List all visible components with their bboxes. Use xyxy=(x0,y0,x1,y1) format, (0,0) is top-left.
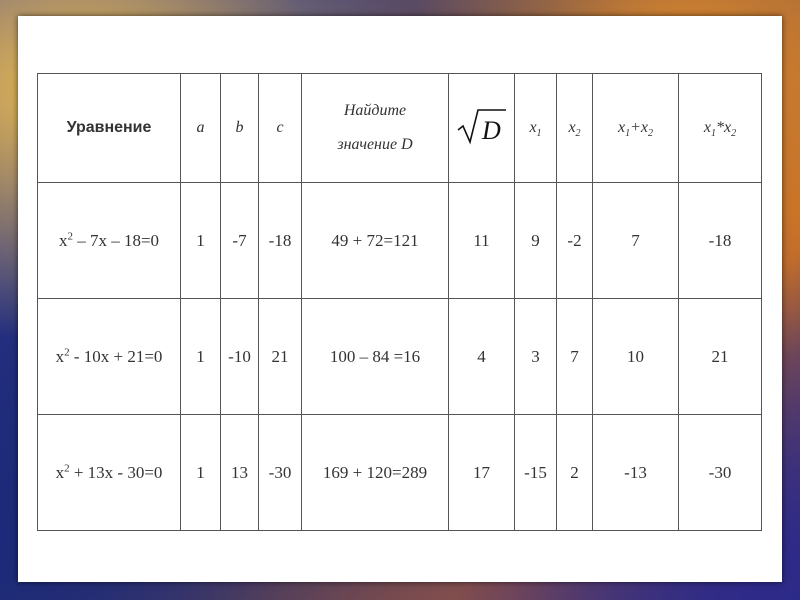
sum-cell: 7 xyxy=(593,183,679,299)
header-x1: $x_1$ xyxy=(515,74,557,183)
c-cell: -18 xyxy=(259,183,302,299)
header-find-line1: Найдите xyxy=(343,102,407,119)
sqrt-icon xyxy=(456,106,508,151)
header-b: b xyxy=(221,74,259,183)
header-find-line2: значение D xyxy=(337,136,413,153)
d-cell: 169 + 120=289 xyxy=(302,415,449,531)
x2-cell: -2 xyxy=(557,183,593,299)
a-cell: 1 xyxy=(181,183,221,299)
sum-cell: 10 xyxy=(593,299,679,415)
x2-cell: 7 xyxy=(557,299,593,415)
c-cell: -30 xyxy=(259,415,302,531)
a-cell: 1 xyxy=(181,415,221,531)
x1-cell: 3 xyxy=(515,299,557,415)
c-cell: 21 xyxy=(259,299,302,415)
b-cell: -10 xyxy=(221,299,259,415)
a-cell: 1 xyxy=(181,299,221,415)
d-cell: 49 + 72=121 xyxy=(302,183,449,299)
header-row xyxy=(38,74,762,183)
header-c: c xyxy=(259,74,302,183)
d-cell: 100 – 84 =16 xyxy=(302,299,449,415)
b-cell: 13 xyxy=(221,415,259,531)
header-x2: $x_2$ xyxy=(557,74,593,183)
sum-cell: -13 xyxy=(593,415,679,531)
product-cell: -18 xyxy=(679,183,762,299)
x1-cell: -15 xyxy=(515,415,557,531)
product-cell: -30 xyxy=(679,415,762,531)
product-cell: 21 xyxy=(679,299,762,415)
slide xyxy=(18,16,782,582)
header-find-d xyxy=(302,74,449,183)
sqrt-arg: D xyxy=(481,115,501,145)
x2-cell: 2 xyxy=(557,415,593,531)
header-a: a xyxy=(181,74,221,183)
header-sum: $x_1+x_2$ xyxy=(593,74,679,183)
x1-cell: 9 xyxy=(515,183,557,299)
sqrt-cell: 11 xyxy=(449,183,515,299)
equation-cell: $x^2 - 7x - 18=0$ xyxy=(38,183,181,299)
b-cell: -7 xyxy=(221,183,259,299)
equation-cell: $x^2 + 13x - 30=0$ xyxy=(38,415,181,531)
table-row xyxy=(38,415,762,531)
header-equation: Уравнение xyxy=(38,74,181,183)
equation-cell: $x^2 - 10x + 21=0$ xyxy=(38,299,181,415)
header-sqrt-d xyxy=(449,74,515,183)
table-row xyxy=(38,183,762,299)
header-product: $x_1*x_2$ xyxy=(679,74,762,183)
sqrt-cell: 4 xyxy=(449,299,515,415)
sqrt-cell: 17 xyxy=(449,415,515,531)
table-row xyxy=(38,299,762,415)
quadratic-table xyxy=(37,73,762,531)
